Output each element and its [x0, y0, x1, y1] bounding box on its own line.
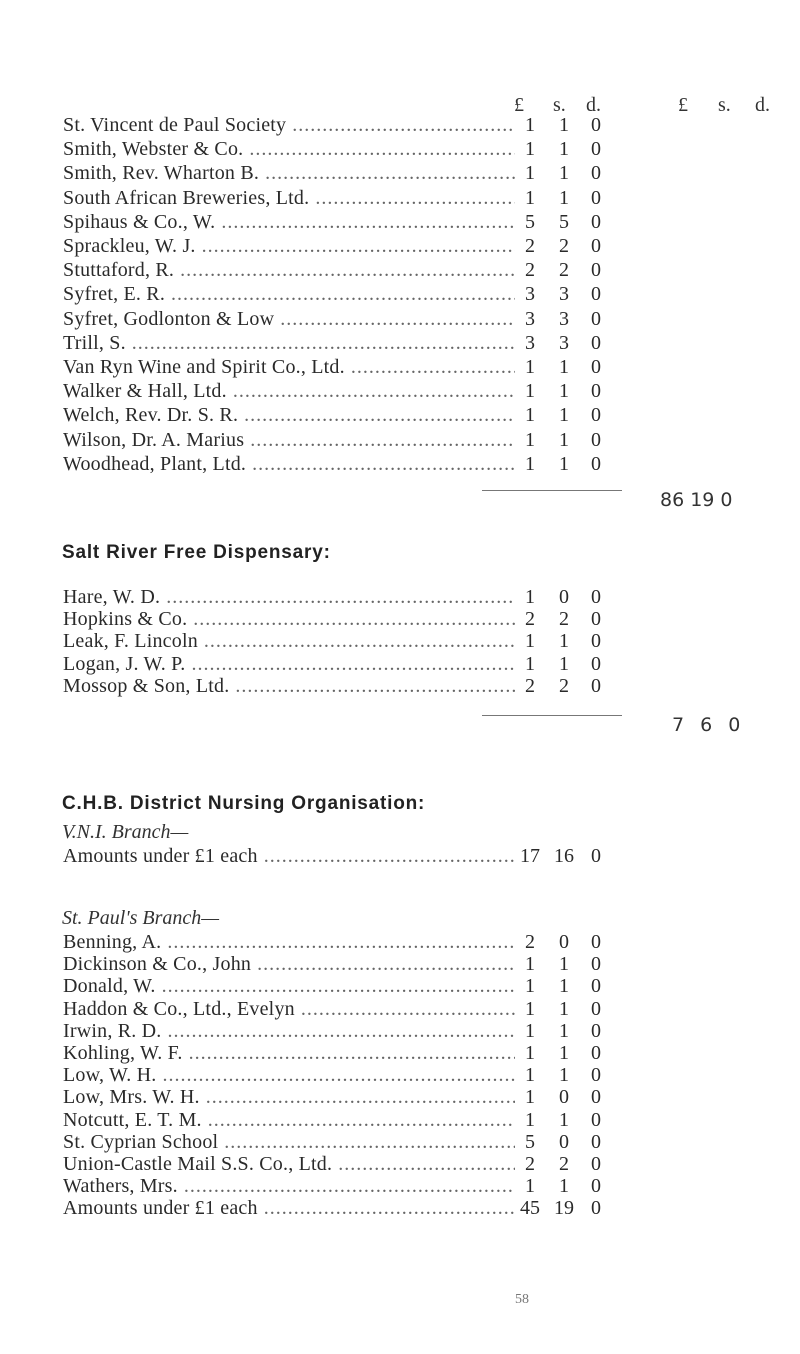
- amount-shillings: 0: [559, 1130, 569, 1153]
- amount-shillings: 1: [559, 1175, 569, 1198]
- list-item: [63, 1174, 800, 1198]
- header-pounds-total: £: [678, 94, 688, 116]
- subscriber-name: Leak, F. Lincoln .....: [63, 629, 515, 653]
- amount-pence: 0: [591, 259, 601, 282]
- amount-pence: 0: [591, 1175, 601, 1198]
- amount-shillings: 3: [559, 331, 569, 354]
- header-shillings: s.: [553, 94, 566, 116]
- subscriber-name: Amounts under £1 each .....: [63, 844, 515, 868]
- amount-shillings: 0: [559, 931, 569, 953]
- amount-shillings: 1: [559, 953, 569, 976]
- amount-pence: 0: [591, 608, 601, 631]
- amount-pounds: 1: [525, 953, 535, 976]
- amount-pence: 0: [591, 1108, 601, 1131]
- amount-shillings: 2: [559, 1153, 569, 1175]
- list-item: [63, 1085, 800, 1109]
- amount-pence: 0: [591, 953, 601, 976]
- list-item: [63, 585, 800, 609]
- list-item: [63, 629, 800, 653]
- subscriber-name: Walker & Hall, Ltd. .....: [63, 379, 515, 403]
- amount-pence: 0: [591, 283, 601, 306]
- amount-pence: 0: [591, 931, 601, 953]
- amount-pounds: 1: [525, 630, 535, 653]
- subscriber-name: Donald, W. .....: [63, 974, 515, 998]
- amount-shillings: 1: [559, 630, 569, 653]
- list-item: [63, 1041, 800, 1065]
- amount-pence: 0: [591, 1197, 601, 1220]
- amount-shillings: 2: [559, 235, 569, 257]
- list-item: [63, 379, 800, 403]
- subscriber-name: Woodhead, Plant, Ltd. .....: [63, 452, 515, 476]
- amount-pounds: 2: [525, 259, 535, 282]
- subscriber-name: Dickinson & Co., John .....: [63, 952, 515, 976]
- amount-pence: 0: [591, 1042, 601, 1064]
- amount-pence: 0: [591, 1064, 601, 1087]
- amount-pence: 0: [591, 380, 601, 403]
- amount-pounds: 1: [525, 428, 535, 451]
- amount-pounds: 2: [525, 931, 535, 953]
- amount-pounds: 1: [525, 380, 535, 403]
- subscriber-name: Syfret, Godlonton & Low .....: [63, 307, 515, 331]
- branch-title-st-pauls: St. Paul's Branch—: [62, 907, 220, 929]
- amount-shillings: 1: [559, 1108, 569, 1131]
- amount-pence: 0: [591, 331, 601, 354]
- amount-pence: 0: [591, 235, 601, 257]
- subscriber-name: Wathers, Mrs. .....: [63, 1174, 515, 1198]
- list-item: [63, 1108, 800, 1132]
- amount-pounds: 3: [525, 283, 535, 306]
- subscriber-name: Benning, A. .....: [63, 930, 515, 954]
- list-item: [63, 428, 800, 452]
- subscriber-name: Smith, Webster & Co. .....: [63, 137, 515, 161]
- list-item: [63, 930, 800, 954]
- amount-pence: 0: [591, 652, 601, 675]
- amount-pounds: 5: [525, 210, 535, 233]
- amount-shillings: 1: [559, 1042, 569, 1064]
- amount-pounds: 1: [525, 1064, 535, 1087]
- amount-pounds: 1: [525, 1175, 535, 1198]
- amount-pounds: 1: [525, 1019, 535, 1042]
- amount-pence: 0: [591, 630, 601, 653]
- amount-shillings: 1: [559, 997, 569, 1020]
- subscriber-name: Hopkins & Co. .....: [63, 607, 515, 631]
- amount-shillings: 19: [554, 1197, 574, 1220]
- amount-shillings: 2: [559, 259, 569, 282]
- list-item: [63, 113, 800, 137]
- list-item: [63, 974, 800, 998]
- amount-shillings: 16: [554, 845, 574, 867]
- amount-shillings: 1: [559, 380, 569, 403]
- amount-pounds: 1: [525, 1086, 535, 1109]
- amount-pounds: 45: [520, 1197, 540, 1220]
- list-item: [63, 952, 800, 976]
- list-item: [63, 210, 800, 234]
- list-item: [63, 258, 800, 282]
- amount-pounds: 2: [525, 1153, 535, 1175]
- amount-pounds: 2: [525, 608, 535, 631]
- amount-pence: 0: [591, 1130, 601, 1153]
- list-item: [63, 186, 800, 210]
- amount-shillings: 0: [559, 586, 569, 608]
- amount-pounds: 2: [525, 674, 535, 697]
- section-title-salt-river: Salt River Free Dispensary:: [62, 542, 331, 563]
- amount-shillings: 1: [559, 356, 569, 378]
- list-item: [63, 307, 800, 331]
- subscriber-name: Mossop & Son, Ltd. .....: [63, 674, 515, 698]
- subscriber-name: Spihaus & Co., W. .....: [63, 210, 515, 234]
- amount-shillings: 3: [559, 283, 569, 306]
- amount-shillings: 1: [559, 404, 569, 427]
- amount-pence: 0: [591, 452, 601, 475]
- subscriber-name: Sprackleu, W. J. .....: [63, 234, 515, 258]
- list-item: [63, 1152, 800, 1176]
- list-item: [63, 1196, 800, 1220]
- list-item: [63, 1130, 800, 1154]
- amount-pence: 0: [591, 114, 601, 136]
- amount-pounds: 1: [525, 586, 535, 608]
- list-item: [63, 355, 800, 379]
- subscriber-name: Wilson, Dr. A. Marius .....: [63, 428, 515, 452]
- amount-pence: 0: [591, 404, 601, 427]
- subscriber-name: Van Ryn Wine and Spirit Co., Ltd. .....: [63, 355, 515, 379]
- list-item: [63, 607, 800, 631]
- amount-pence: 0: [591, 210, 601, 233]
- amount-pounds: 1: [525, 114, 535, 136]
- amount-pounds: 1: [525, 1042, 535, 1064]
- amount-pence: 0: [591, 1086, 601, 1109]
- amount-pounds: 1: [525, 652, 535, 675]
- list-item: [63, 1019, 800, 1043]
- list-item: [63, 403, 800, 427]
- amount-shillings: 0: [559, 1086, 569, 1109]
- header-shillings-total: s.: [718, 94, 731, 116]
- amount-pounds: 1: [525, 1108, 535, 1131]
- list-item: [63, 137, 800, 161]
- amount-pence: 0: [591, 162, 601, 185]
- section1-rule: [482, 490, 622, 491]
- amount-pounds: 1: [525, 404, 535, 427]
- amount-shillings: 1: [559, 138, 569, 161]
- list-item: [63, 161, 800, 185]
- amount-pence: 0: [591, 1019, 601, 1042]
- subscriber-name: Syfret, E. R. .....: [63, 282, 515, 306]
- subscriber-name: Hare, W. D. .....: [63, 585, 515, 609]
- subscriber-name: Low, Mrs. W. H. .....: [63, 1085, 515, 1109]
- page-number: 58: [515, 1292, 529, 1307]
- list-item: [63, 844, 800, 868]
- amount-pence: 0: [591, 1153, 601, 1175]
- amount-shillings: 1: [559, 186, 569, 209]
- amount-pence: 0: [591, 138, 601, 161]
- subscriber-name: Trill, S. .....: [63, 331, 515, 355]
- amount-pounds: 1: [525, 975, 535, 998]
- subscriber-name: Notcutt, E. T. M. .....: [63, 1108, 515, 1132]
- amount-pence: 0: [591, 307, 601, 330]
- amount-shillings: 1: [559, 428, 569, 451]
- subscriber-name: Amounts under £1 each .....: [63, 1196, 515, 1220]
- amount-pence: 0: [591, 586, 601, 608]
- amount-shillings: 1: [559, 1064, 569, 1087]
- amount-pounds: 1: [525, 452, 535, 475]
- amount-pence: 0: [591, 997, 601, 1020]
- amount-pence: 0: [591, 674, 601, 697]
- subscriber-name: Welch, Rev. Dr. S. R. .....: [63, 403, 515, 427]
- amount-shillings: 2: [559, 674, 569, 697]
- header-pence-total: d.: [755, 94, 770, 116]
- subscriber-name: Stuttaford, R. .....: [63, 258, 515, 282]
- amount-pounds: 5: [525, 1130, 535, 1153]
- header-pounds: £: [514, 94, 524, 116]
- header-pence: d.: [586, 94, 601, 116]
- subscriber-name: Smith, Rev. Wharton B. .....: [63, 161, 515, 185]
- subscriber-name: South African Breweries, Ltd. .....: [63, 186, 515, 210]
- amount-shillings: 1: [559, 114, 569, 136]
- list-item: [63, 282, 800, 306]
- section1-total: 86 19 0: [660, 489, 733, 511]
- branch-title-vni: V.N.I. Branch—: [62, 821, 189, 843]
- subscriber-name: Kohling, W. F. .....: [63, 1041, 515, 1065]
- amount-pounds: 1: [525, 162, 535, 185]
- amount-shillings: 5: [559, 210, 569, 233]
- amount-pounds: 1: [525, 356, 535, 378]
- subscriber-name: Irwin, R. D. .....: [63, 1019, 515, 1043]
- amount-shillings: 1: [559, 452, 569, 475]
- section2-total: 7 6 0: [672, 714, 741, 736]
- amount-shillings: 1: [559, 975, 569, 998]
- subscriber-name: Logan, J. W. P. .....: [63, 652, 515, 676]
- subscriber-name: Low, W. H. .....: [63, 1063, 515, 1087]
- amount-shillings: 1: [559, 162, 569, 185]
- list-item: [63, 1063, 800, 1087]
- amount-pounds: 2: [525, 235, 535, 257]
- list-item: [63, 331, 800, 355]
- amount-pounds: 3: [525, 331, 535, 354]
- list-item: [63, 234, 800, 258]
- section2-rule: [482, 715, 622, 716]
- amount-pounds: 1: [525, 186, 535, 209]
- subscriber-name: St. Cyprian School .....: [63, 1130, 515, 1154]
- list-item: [63, 997, 800, 1021]
- amount-pence: 0: [591, 356, 601, 378]
- amount-shillings: 2: [559, 608, 569, 631]
- amount-pence: 0: [591, 428, 601, 451]
- amount-pounds: 17: [520, 845, 540, 867]
- amount-pounds: 3: [525, 307, 535, 330]
- amount-pounds: 1: [525, 138, 535, 161]
- amount-pence: 0: [591, 186, 601, 209]
- amount-shillings: 1: [559, 1019, 569, 1042]
- list-item: [63, 652, 800, 676]
- amount-pence: 0: [591, 975, 601, 998]
- amount-shillings: 3: [559, 307, 569, 330]
- list-item: [63, 674, 800, 698]
- section-title-chb-nursing: C.H.B. District Nursing Organisation:: [62, 793, 426, 814]
- amount-shillings: 1: [559, 652, 569, 675]
- subscriber-name: Union-Castle Mail S.S. Co., Ltd. .....: [63, 1152, 515, 1176]
- list-item: [63, 452, 800, 476]
- amount-pence: 0: [591, 845, 601, 867]
- subscriber-name: Haddon & Co., Ltd., Evelyn .....: [63, 997, 515, 1021]
- amount-pounds: 1: [525, 997, 535, 1020]
- subscriber-name: St. Vincent de Paul Society .....: [63, 113, 515, 137]
